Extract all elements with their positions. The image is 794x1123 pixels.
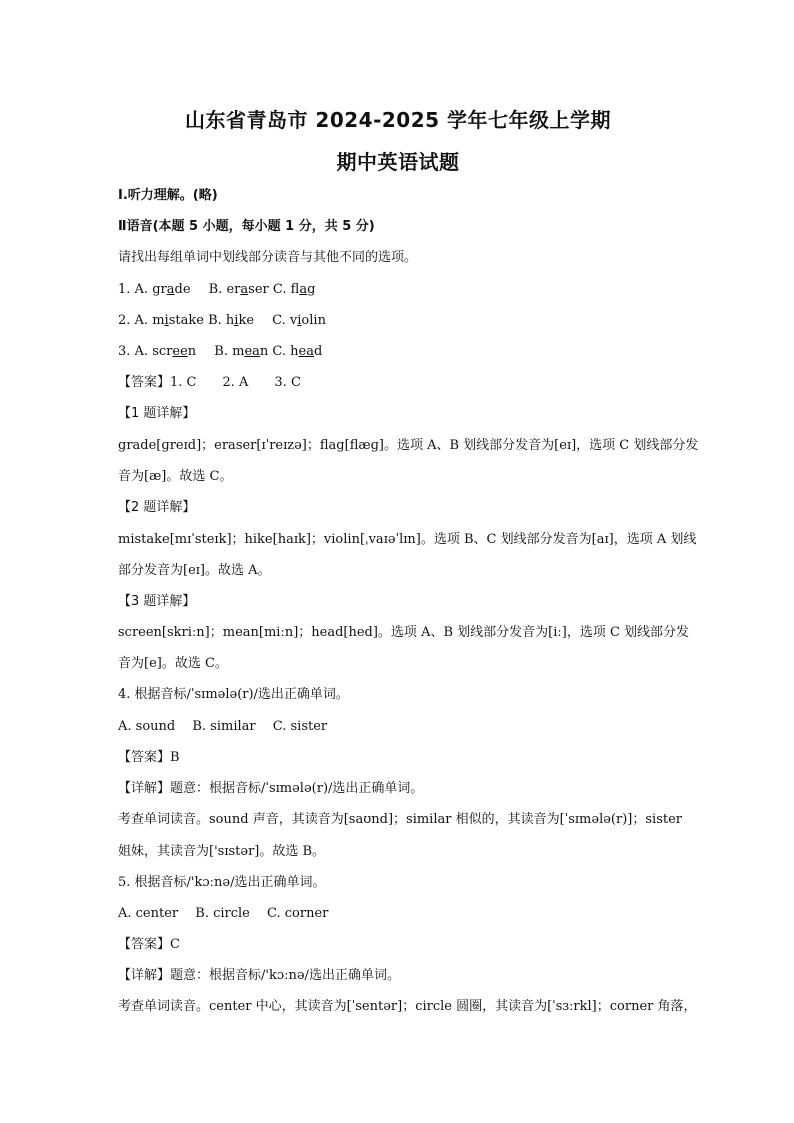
- detail-1-line2: 音为[æ]。故选 C。: [118, 469, 233, 484]
- question-4: 4. 根据音标/ˈsɪmələ(r)/选出正确单词。: [118, 687, 349, 702]
- option-c: C. head: [272, 344, 323, 359]
- option-a: A. screen: [134, 344, 197, 359]
- section-phonetics: Ⅱ语音(本题 5 小题，每小题 1 分，共 5 分): [118, 219, 375, 234]
- answer-5: 【答案】C: [118, 937, 180, 952]
- detail-3-line1: screen[skriːn]；mean[miːn]；head[hed]。选项 A、B 划线部分发音为[iː]，选项 C 划线部分发: [118, 625, 690, 640]
- instruction-text: 请找出每组单词中划线部分读音与其他不同的选项。: [118, 250, 418, 265]
- detail-5-line1: 【详解】题意：根据音标/'kɔːnə/选出正确单词。: [118, 968, 400, 983]
- option-b: B. eraser: [208, 282, 269, 297]
- answer-1-3: 【答案】1. C 2. A 3. C: [118, 375, 301, 390]
- section-listening: Ⅰ.听力理解。(略): [118, 188, 218, 203]
- question-2: [118, 312, 326, 330]
- question-4-options: A. sound B. similar C. sister: [118, 719, 328, 734]
- detail-2-line1: mistake[mɪˈsteɪk]；hike[haɪk]；violin[ˌvaɪəˈlɪn]。选项 B、C 划线部分发音为[aɪ]，选项 A 划线: [118, 532, 697, 547]
- detail-1-line1: grade[ɡreɪd]；eraser[ɪˈreɪzə]；flag[flæɡ]。选项 A、B 划线部分发音为[eɪ]，选项 C 划线部分发: [118, 438, 699, 453]
- document-title-line1: 山东省青岛市 2024-2025 学年七年级上学期: [184, 108, 612, 132]
- option-b: B. hike: [208, 313, 255, 328]
- question-3: [118, 343, 322, 361]
- question-5-options: A. center B. circle C. corner: [118, 906, 329, 921]
- detail-4-line1: 【详解】题意：根据音标/ˈsɪmələ(r)/选出正确单词。: [118, 781, 424, 796]
- detail-5-line2: 考查单词读音。center 中心，其读音为[ˈsentər]；circle 圆圈，其读音为[ˈsɜːrkl]；corner 角落，: [118, 999, 697, 1014]
- option-c: C. violin: [272, 313, 326, 328]
- option-c: C. flag: [272, 282, 316, 297]
- answer-4: 【答案】B: [118, 750, 180, 765]
- question-5: 5. 根据音标/'kɔːnə/选出正确单词。: [118, 875, 326, 890]
- option-a: A. mistake: [134, 313, 204, 328]
- question-number: 1.: [118, 282, 131, 297]
- detail-4-line3: 姐妹，其读音为['sɪstər]。故选 B。: [118, 844, 326, 859]
- detail-2-line2: 部分发音为[eɪ]。故选 A。: [118, 563, 271, 578]
- detail-4-line2: 考查单词读音。sound 声音，其读音为[saʊnd]；similar 相似的，其读音为[ˈsɪmələ(r)]；sister: [118, 812, 682, 827]
- option-b: B. mean: [214, 344, 269, 359]
- detail-1-heading: 【1 题详解】: [118, 406, 196, 421]
- option-a: A. grade: [134, 282, 191, 297]
- detail-3-line2: 音为[e]。故选 C。: [118, 656, 228, 671]
- detail-3-heading: 【3 题详解】: [118, 594, 196, 609]
- document-title-line2: 期中英语试题: [336, 150, 460, 174]
- question-1: [118, 281, 315, 299]
- question-number: 2.: [118, 313, 131, 328]
- detail-2-heading: 【2 题详解】: [118, 500, 196, 515]
- question-number: 3.: [118, 344, 131, 359]
